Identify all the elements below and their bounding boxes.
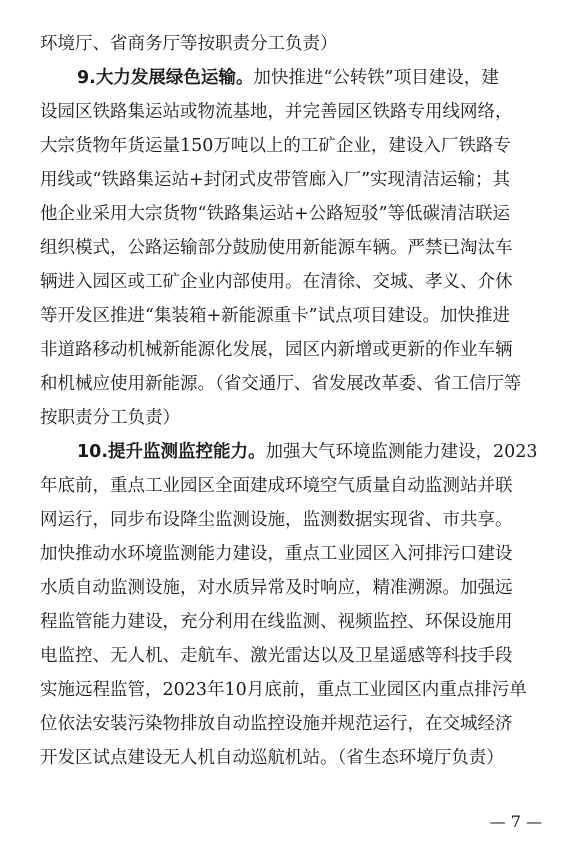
section-10-heading: 10.提升监测监控能力。 — [77, 442, 266, 462]
text-line: 环境厅、省商务厅等按职责分工负责） — [40, 34, 338, 54]
text-line: 用线或“铁路集运站+封闭式皮带管廊入厂”实现清洁运输；其 — [40, 170, 511, 190]
text-line: 他企业采用大宗货物“铁路集运站+公路短驳”等低碳清洁联运 — [40, 204, 511, 224]
text-line: 非道路移动机械新能源化发展，园区内新增或更新的作业车辆 — [40, 340, 513, 360]
text-line: 程监管能力建设，充分利用在线监测、视频监控、环保设施用 — [40, 612, 513, 632]
text-line: 实施远程监管，2023年10月底前，重点工业园区内重点排污单 — [40, 680, 527, 700]
text-line: 开发区试点建设无人机自动巡航机站。（省生态环境厅负责） — [40, 748, 504, 768]
text-line: 位依法安装污染物排放自动监控设施并规范运行，在交城经济 — [40, 714, 513, 734]
section-9-heading: 9.大力发展绿色运输。 — [77, 68, 254, 88]
text-line: 加快推动水环境监测能力建设，重点工业园区入河排污口建设 — [40, 544, 513, 564]
text-line: 大宗货物年货运量150万吨以上的工矿企业，建设入厂铁路专 — [40, 136, 511, 156]
page-number: — 7 — — [489, 812, 542, 831]
section-9-first-line — [77, 64, 540, 92]
text-line: 电监控、无人机、走航车、激光雷达以及卫星遥感等科技手段 — [40, 646, 513, 666]
text-line: 按职责分工负责） — [40, 408, 180, 428]
text-line: 网运行，同步布设降尘监测设施，监测数据实现省、市共享。 — [40, 510, 513, 530]
text-line: 年底前，重点工业园区全面建成环境空气质量自动监测站并联 — [40, 476, 513, 496]
text-line: 辆进入园区或工矿企业内部使用。在清徐、交城、孝义、介休 — [40, 272, 513, 292]
text-line: 组织模式，公路运输部分鼓励使用新能源车辆。严禁已淘汰车 — [40, 238, 513, 258]
section-10-text: 加强大气环境监测能力建设，2023 — [265, 442, 538, 462]
text-line: 水质自动监测设施，对水质异常及时响应，精准溯源。加强远 — [40, 578, 513, 598]
section-9-text: 加快推进“公转铁”项目建设，建 — [253, 68, 499, 88]
text-line: 等开发区推进“集装箱+新能源重卡”试点项目建设。加快推进 — [40, 306, 511, 326]
section-10-first-line — [77, 438, 540, 466]
text-line: 设园区铁路集运站或物流基地，并完善园区铁路专用线网络， — [40, 102, 513, 122]
text-line: 和机械应使用新能源。（省交通厅、省发展改革委、省工信厅等 — [40, 374, 522, 394]
